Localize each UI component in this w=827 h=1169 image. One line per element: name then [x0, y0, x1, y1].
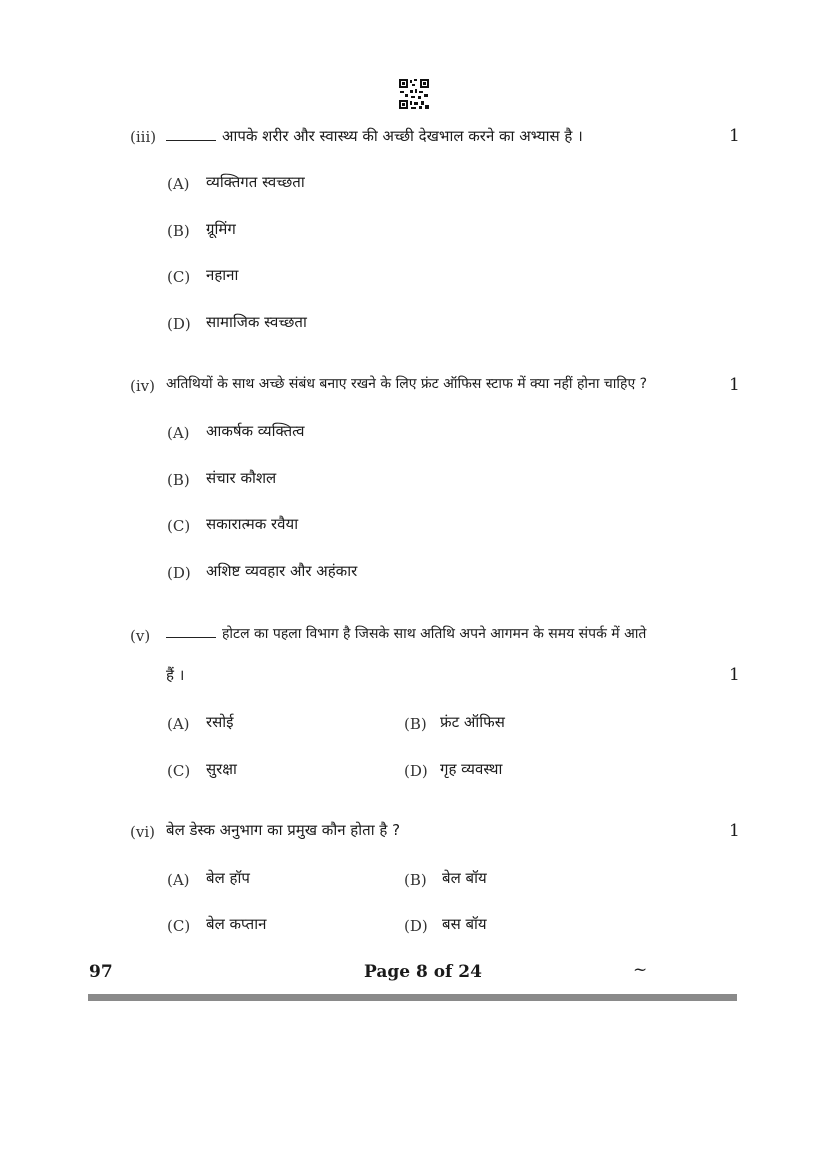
question-marks: 1 [729, 821, 740, 841]
option-text: फ्रंट ऑफिस [440, 713, 505, 731]
question-number: (iii) [130, 128, 157, 146]
option-text: सकारात्मक रवैया [206, 515, 299, 533]
question-marks: 1 [729, 375, 740, 395]
option-label: (C) [167, 268, 191, 286]
option-text: ग्रूमिंग [206, 220, 236, 238]
question-text [166, 624, 646, 643]
question-text [166, 126, 583, 146]
paper-code: 97 [89, 962, 113, 982]
question-text-continued: हैं । [166, 666, 185, 684]
question-marks: 1 [729, 665, 740, 685]
option-label: (B) [167, 222, 190, 240]
option-text: सामाजिक स्वच्छता [206, 313, 307, 331]
footer-mark: ~ [633, 960, 648, 980]
option-label: (D) [404, 762, 428, 780]
option-label: (A) [167, 175, 190, 193]
option-label: (B) [404, 871, 427, 889]
option-label: (B) [404, 715, 427, 733]
footer-rule [88, 994, 737, 1001]
answer-blank [166, 625, 216, 638]
option-text: आकर्षक व्यक्तित्व [206, 422, 305, 440]
option-text: बस बॉय [442, 915, 487, 933]
answer-blank [166, 128, 216, 141]
option-label: (A) [167, 871, 190, 889]
option-label: (C) [167, 517, 191, 535]
option-text: बेल कप्तान [206, 915, 267, 933]
question-marks: 1 [729, 126, 740, 146]
option-label: (A) [167, 424, 190, 442]
option-text: नहाना [206, 266, 239, 284]
question-number: (iv) [130, 377, 155, 395]
option-text: रसोई [206, 713, 234, 731]
option-label: (A) [167, 715, 190, 733]
option-text: बेल हॉप [206, 869, 250, 887]
option-text: बेल बॉय [442, 869, 487, 887]
page-number: Page 8 of 24 [364, 962, 482, 982]
option-text: सुरक्षा [206, 760, 237, 778]
option-text: गृह व्यवस्था [440, 760, 503, 778]
option-label: (D) [167, 564, 191, 582]
question-text-content: आपके शरीर और स्वास्थ्य की अच्छी देखभाल करने का अभ्यास है । [222, 127, 583, 145]
option-label: (C) [167, 917, 191, 935]
option-text: संचार कौशल [206, 469, 277, 487]
qr-code-icon [398, 78, 430, 110]
option-label: (D) [167, 315, 191, 333]
question-number: (v) [130, 627, 151, 645]
option-label: (C) [167, 762, 191, 780]
option-label: (B) [167, 471, 190, 489]
question-number: (vi) [130, 823, 155, 841]
option-text: व्यक्तिगत स्वच्छता [206, 173, 305, 191]
question-text-content: होटल का पहला विभाग है जिसके साथ अतिथि अपने आगमन के समय संपर्क में आते [222, 626, 647, 642]
question-text: बेल डेस्क अनुभाग का प्रमुख कौन होता है ? [166, 821, 401, 839]
question-text: अतिथियों के साथ अच्छे संबंध बनाए रखने के लिए फ्रंट ऑफिस स्टाफ में क्या नहीं होना चाहिए ? [166, 376, 648, 392]
option-label: (D) [404, 917, 428, 935]
option-text: अशिष्ट व्यवहार और अहंकार [206, 562, 358, 580]
